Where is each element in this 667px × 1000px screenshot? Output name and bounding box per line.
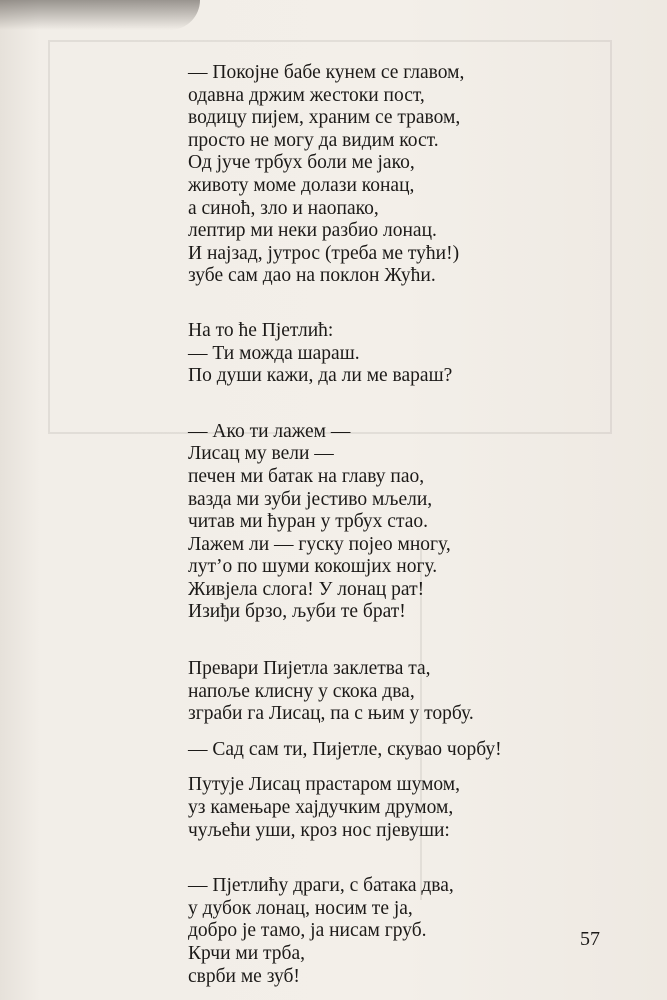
- poem-line: Лисац му вели —: [188, 443, 334, 465]
- scan-shadow: [0, 0, 200, 30]
- poem-line: Лажем ли — гуску појео многу,: [188, 533, 451, 555]
- stanza-6: [188, 774, 608, 842]
- poem-line: чуљећи уши, кроз нос пјевуши:: [188, 819, 450, 841]
- poem-line: Превари Пијетла заклетва та,: [188, 658, 431, 680]
- stanza-1: [188, 62, 608, 288]
- poem-line: Путује Лисац прастаром шумом,: [188, 774, 461, 796]
- poem-line: вазда ми зуби јестиво мљели,: [188, 488, 433, 510]
- poem-line: читав ми ћуран у трбух стао.: [188, 511, 428, 533]
- poem-line: добро је тамо, ја нисам груб.: [188, 920, 427, 942]
- poem-line: Од јуче трбух боли ме јако,: [188, 152, 415, 174]
- poem-line: у дубок лонац, носим те ја,: [188, 897, 413, 919]
- poem-line: На то ће Пјетлић:: [188, 319, 334, 341]
- stanza-5: [188, 739, 608, 762]
- poem-line: — Ти можда шараш.: [188, 342, 360, 364]
- poem-line: сврби ме зуб!: [188, 965, 300, 987]
- poem-text: [188, 62, 608, 988]
- poem-line: — Ако ти лажем —: [188, 420, 351, 442]
- stanza-3: [188, 421, 608, 624]
- poem-line: — Покојне бабе кунем се главом,: [188, 62, 465, 83]
- poem-line: — Пјетлићу драги, с батака два,: [188, 875, 454, 897]
- poem-line: животу моме долази конац,: [188, 174, 415, 196]
- stanza-7: [188, 875, 608, 988]
- poem-line: а синоћ, зло и наопако,: [188, 197, 379, 219]
- page-number: 57: [580, 928, 600, 950]
- stanza-4: [188, 658, 608, 726]
- poem-line: одавна држим жестоки пост,: [188, 84, 425, 106]
- poem-line: Крчи ми трба,: [188, 943, 305, 964]
- poem-line: водицу пијем, храним се травом,: [188, 107, 461, 129]
- poem-line: зграби га Лисац, па с њим у торбу.: [188, 703, 474, 725]
- poem-line: печен ми батак на главу пао,: [188, 465, 425, 487]
- poem-line: лептир ми неки разбио лонац.: [188, 220, 437, 242]
- poem-line: просто не могу да видим кост.: [188, 129, 439, 151]
- poem-line: Изиђи брзо, љуби те брат!: [188, 601, 406, 623]
- poem-line: напоље клисну у скока два,: [188, 680, 415, 702]
- poem-line: Живјела слога! У лонац рат!: [188, 578, 425, 600]
- poem-line: По души кажи, да ли ме вараш?: [188, 365, 453, 387]
- stanza-2: [188, 320, 608, 388]
- poem-line: лут’о по шуми кокошјих ногу.: [188, 556, 438, 578]
- poem-line: — Сад сам ти, Пијетле, скувао чорбу!: [188, 738, 502, 760]
- poem-line: И најзад, јутрос (треба ме тући!): [188, 242, 460, 264]
- poem-line: зубе сам дао на поклон Жући.: [188, 265, 436, 287]
- poem-line: уз камењаре хајдучким друмом,: [188, 797, 454, 819]
